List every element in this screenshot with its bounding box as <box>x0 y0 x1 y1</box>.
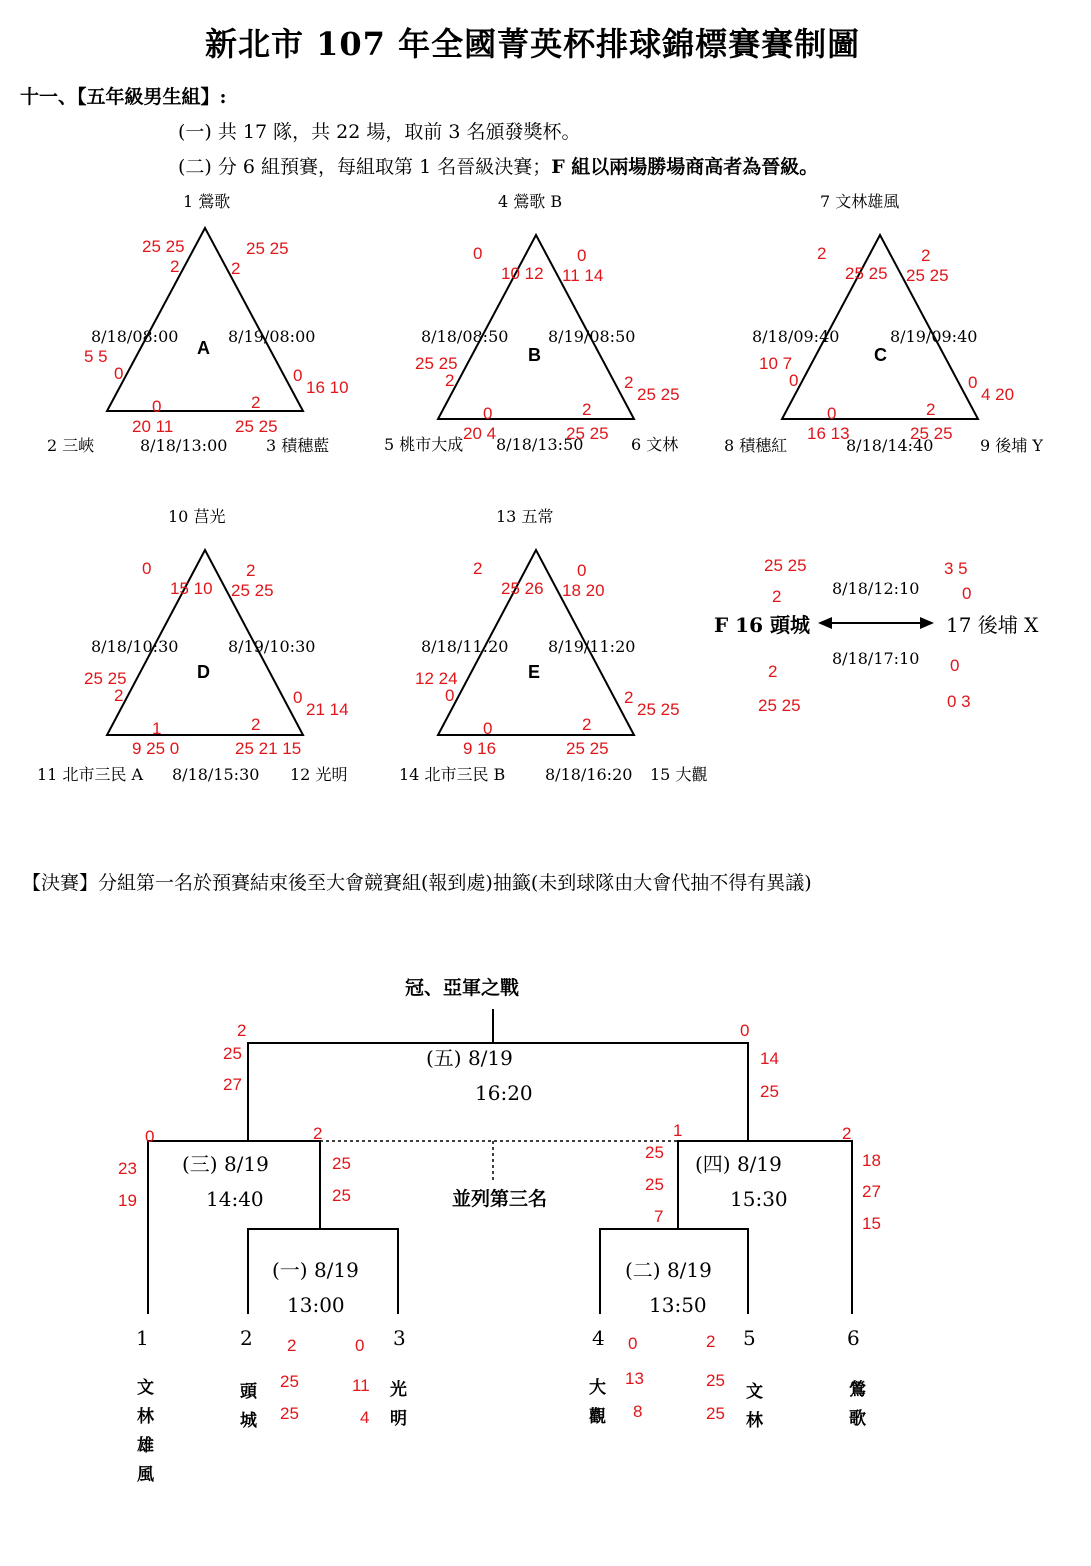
score: 16 13 <box>807 424 850 443</box>
bracket-score: 2 <box>706 1332 716 1351</box>
team-name: 頭城 <box>236 1382 256 1440</box>
match-3-date: (三) 8/19 <box>182 1152 269 1176</box>
group-time-right: 8/19/08:00 <box>228 327 316 346</box>
match-1-date: (一) 8/19 <box>272 1258 359 1282</box>
score: 20 11 <box>132 417 174 436</box>
group-time-right: 8/19/11:20 <box>548 637 636 656</box>
group-left-team: 2 三峽 <box>47 436 95 455</box>
team-name: 光明 <box>386 1380 406 1438</box>
bracket-score: 11 <box>352 1376 370 1395</box>
match-1-time: 13:00 <box>287 1293 345 1317</box>
score: 0 <box>950 656 960 675</box>
seed-number: 4 <box>592 1326 605 1350</box>
seed-number: 6 <box>847 1326 860 1350</box>
score: 0 <box>445 686 455 705</box>
bracket-score: 8 <box>633 1402 643 1421</box>
group-label: B <box>528 345 541 365</box>
bracket-score: 4 <box>360 1408 370 1427</box>
bracket-score: 27 <box>223 1075 242 1094</box>
score: 25 25 <box>415 354 458 373</box>
group-time-right: 8/19/08:50 <box>548 327 636 346</box>
page-title: 新北市 107 年全國菁英杯排球錦標賽賽制圖 <box>205 25 861 63</box>
score: 4 20 <box>981 385 1015 404</box>
score: 0 <box>483 404 493 423</box>
score: 2 <box>251 393 261 412</box>
score: 0 <box>152 397 162 416</box>
bracket-score: 0 <box>628 1334 638 1353</box>
group-time-right: 8/19/09:40 <box>890 327 978 346</box>
score: 10 12 <box>501 264 544 283</box>
rule-2-text: (二) 分 6 組預賽，每組取第 1 名晉級決賽； <box>178 156 552 178</box>
group-top-team: 13 五常 <box>496 507 554 526</box>
bracket-score: 13 <box>625 1369 644 1388</box>
group-top-team: 4 鶯歌 B <box>498 192 563 211</box>
team-name: 文林 <box>742 1382 762 1440</box>
score: 25 25 <box>231 581 274 600</box>
bracket-score: 25 <box>223 1044 242 1063</box>
score: 25 25 <box>566 424 609 443</box>
score: 1 <box>152 719 162 738</box>
score: 0 <box>473 244 483 263</box>
score: 0 <box>962 584 972 603</box>
score: 2 <box>624 688 634 707</box>
score: 25 25 <box>246 239 289 258</box>
score: 25 25 <box>637 385 680 404</box>
group-f-left-team: F 16 頭城 <box>714 613 810 637</box>
group-label: C <box>874 345 887 365</box>
score: 16 10 <box>306 378 349 397</box>
score: 2 <box>231 259 241 278</box>
group-time-bottom: 8/18/15:30 <box>172 765 260 784</box>
score: 25 25 <box>566 739 609 758</box>
score: 25 25 <box>764 556 807 575</box>
score: 9 16 <box>463 739 497 758</box>
bracket-score: 27 <box>862 1182 881 1201</box>
group-left-team: 8 積穗紅 <box>724 436 788 455</box>
score: 25 25 <box>906 266 949 285</box>
score: 2 <box>624 373 634 392</box>
score: 0 <box>577 246 587 265</box>
group-f-right-team: 17 後埔 X <box>946 613 1039 637</box>
score: 2 <box>170 257 180 276</box>
score: 25 25 <box>910 424 953 443</box>
score: 25 25 <box>84 669 127 688</box>
bracket-score: 2 <box>287 1336 297 1355</box>
bracket-score: 0 <box>740 1021 750 1040</box>
bracket-score: 2 <box>842 1124 852 1143</box>
score: 9 25 0 <box>132 739 180 758</box>
group-right-team: 3 積穗藍 <box>266 436 330 455</box>
bracket-score: 25 <box>760 1082 779 1101</box>
group-time-bottom: 8/18/14:40 <box>846 436 934 455</box>
bracket-score: 23 <box>118 1159 137 1178</box>
bracket-score: 2 <box>237 1021 247 1040</box>
bracket-score: 7 <box>654 1207 664 1226</box>
team-name: 文林雄風 <box>133 1378 153 1494</box>
score: 2 <box>921 246 931 265</box>
team-name: 大觀 <box>585 1378 605 1436</box>
team-name: 鶯歌 <box>845 1380 865 1438</box>
bracket-score: 25 <box>645 1175 664 1194</box>
bracket-score: 25 <box>645 1143 664 1162</box>
score: 0 <box>483 719 493 738</box>
group-time-bottom: 8/18/16:20 <box>545 765 633 784</box>
score: 0 <box>827 404 837 423</box>
group-left-team: 11 北市三民 A <box>37 765 144 784</box>
score: 0 3 <box>947 692 971 711</box>
group-label: D <box>197 662 210 682</box>
score: 25 21 15 <box>235 739 302 758</box>
score: 21 14 <box>306 700 349 719</box>
match-4-date: (四) 8/19 <box>695 1152 782 1176</box>
bracket-score: 1 <box>673 1121 683 1140</box>
score: 25 26 <box>501 579 544 598</box>
score: 25 25 <box>637 700 680 719</box>
group-time-left: 8/18/08:00 <box>91 327 179 346</box>
group-time-bottom: 8/18/13:00 <box>140 436 228 455</box>
group-f-time-2: 8/18/17:10 <box>832 649 920 668</box>
score: 2 <box>926 400 936 419</box>
bracket-score: 25 <box>332 1186 351 1205</box>
seed-number: 1 <box>136 1326 149 1350</box>
bracket-score: 25 <box>706 1404 725 1423</box>
group-right-team: 6 文林 <box>631 435 679 454</box>
score: 0 <box>577 561 587 580</box>
group-time-bottom: 8/18/13:50 <box>496 435 584 454</box>
score: 2 <box>582 715 592 734</box>
group-left-team: 5 桃市大成 <box>384 435 464 454</box>
bracket-score: 18 <box>862 1151 881 1170</box>
score: 2 <box>582 400 592 419</box>
score: 2 <box>772 587 782 606</box>
group-label: A <box>197 338 210 358</box>
score: 2 <box>817 244 827 263</box>
score: 3 5 <box>944 559 968 578</box>
bracket-score: 0 <box>145 1127 155 1146</box>
bracket-score: 14 <box>760 1049 779 1068</box>
group-top-team: 10 莒光 <box>168 507 226 526</box>
group-left-team: 14 北市三民 B <box>399 765 506 784</box>
seed-number: 5 <box>743 1326 756 1350</box>
match-4-time: 15:30 <box>730 1187 788 1211</box>
group-top-team: 1 鶯歌 <box>183 192 231 211</box>
group-time-left: 8/18/08:50 <box>421 327 509 346</box>
seed-number: 2 <box>240 1326 253 1350</box>
group-top-team: 7 文林雄風 <box>820 192 900 211</box>
match-3-time: 14:40 <box>206 1187 264 1211</box>
bracket-score: 19 <box>118 1191 137 1210</box>
bracket-score: 15 <box>862 1214 881 1233</box>
score: 0 <box>789 371 799 390</box>
group-time-left: 8/18/09:40 <box>752 327 840 346</box>
score: 0 <box>968 373 978 392</box>
score: 15 10 <box>170 579 213 598</box>
group-label: E <box>528 662 541 682</box>
score: 0 <box>293 688 303 707</box>
arrow-right-head <box>920 617 934 629</box>
arrow-left-head <box>818 617 832 629</box>
score: 5 5 <box>84 347 108 366</box>
score: 12 24 <box>415 669 458 688</box>
score: 2 <box>445 371 455 390</box>
score: 11 14 <box>562 266 604 285</box>
bracket-score: 25 <box>706 1371 725 1390</box>
score: 20 4 <box>463 424 497 443</box>
group-time-left: 8/18/10:30 <box>91 637 179 656</box>
group-time-left: 8/18/11:20 <box>421 637 509 656</box>
bracket-score: 25 <box>332 1154 351 1173</box>
match-5-time: 16:20 <box>475 1081 533 1105</box>
finals-note: 【決賽】分組第一名於預賽結束後至大會競賽組(報到處)抽籤(未到球隊由大會代抽不得有異議) <box>22 872 812 894</box>
score: 0 <box>114 364 124 383</box>
group-f-time-1: 8/18/12:10 <box>832 579 920 598</box>
match-5-date: (五) 8/19 <box>426 1046 513 1070</box>
bracket-score: 2 <box>313 1124 323 1143</box>
third-place-label: 並列第三名 <box>452 1188 548 1210</box>
score: 10 7 <box>759 354 793 373</box>
score: 25 25 <box>142 237 185 256</box>
score: 2 <box>473 559 483 578</box>
score: 2 <box>251 715 261 734</box>
score: 25 25 <box>845 264 888 283</box>
score: 2 <box>246 561 256 580</box>
group-right-team: 15 大觀 <box>650 765 708 784</box>
bracket-score: 0 <box>355 1336 365 1355</box>
score: 0 <box>293 366 303 385</box>
rule-2-bold: F 組以兩場勝場商高者為晉級。 <box>551 156 819 178</box>
match-2-date: (二) 8/19 <box>625 1258 712 1282</box>
group-right-team: 9 後埔 Y <box>980 436 1043 455</box>
score: 0 <box>142 559 152 578</box>
bracket-score: 25 <box>280 1372 299 1391</box>
rule-1: (一) 共 17 隊，共 22 場，取前 3 名頒發獎杯。 <box>178 121 581 143</box>
championship-label: 冠、亞軍之戰 <box>405 977 520 999</box>
bracket-score: 25 <box>280 1404 299 1423</box>
group-time-right: 8/19/10:30 <box>228 637 316 656</box>
seed-number: 3 <box>393 1326 406 1350</box>
match-2-time: 13:50 <box>649 1293 707 1317</box>
score: 25 25 <box>758 696 801 715</box>
section-heading: 十一、【五年級男生組】: <box>20 86 227 108</box>
score: 25 25 <box>235 417 278 436</box>
score: 18 20 <box>562 581 605 600</box>
score: 2 <box>114 686 124 705</box>
score: 2 <box>768 662 778 681</box>
group-right-team: 12 光明 <box>290 765 348 784</box>
